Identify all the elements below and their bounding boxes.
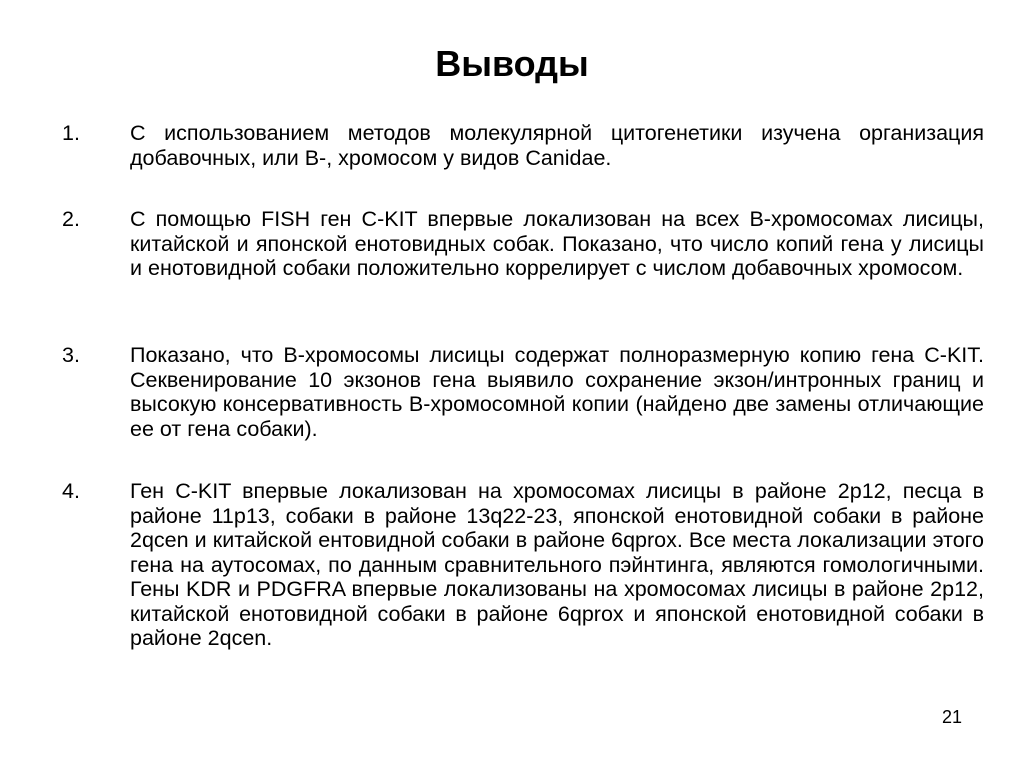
conclusion-item-4 [62,479,984,651]
item-text: С помощью FISH ген C-KIT впервые локализован на всех В-хромосомах лисицы, китайской и японской енотовидных собак. Показано, что число копий гена у лисицы и енотовидной собаки положительно коррелирует с числом добавочных хромосом. [130,207,984,280]
slide-title: Выводы [435,43,589,84]
conclusion-item-1 [62,121,984,170]
item-text: Ген C-KIT впервые локализован на хромосомах лисицы в районе 2р12, песца в районе 11р13, собаки в районе 13q22-23, японской енотовидной собаки в районе 2qcen и китайской ентовидной собаки в районе 6qprox. Все места локализации этого гена на аутосомах, по данным сравнительного пэйнтинга, являются гомологичными. Гены KDR и PDGFRA впервые локализованы на хромосомах лисицы в районе 2р12, китайской енотовидной собаки в районе 6qprox и японской енотовидной собаки в районе 2qcen. [130,479,984,650]
item-number: 3. [62,343,80,367]
item-number: 2. [62,207,80,231]
item-number: 4. [62,479,80,503]
item-number: 1. [62,121,80,145]
item-text: С использованием методов молекулярной цитогенетики изучена организация добавочных, или В-, хромосом у видов Canidae. [130,121,984,170]
item-text: Показано, что В-хромосомы лисицы содержат полноразмерную копию гена C-KIT. Секвенирование 10 экзонов гена выявило сохранение экзон/интронных границ и высокую консервативность В-хромосомной копии (найдено две замены отличающие ее от гена собаки). [130,343,984,441]
conclusion-item-3 [62,343,984,441]
conclusion-item-2 [62,207,984,281]
page-number: 21 [941,707,962,727]
